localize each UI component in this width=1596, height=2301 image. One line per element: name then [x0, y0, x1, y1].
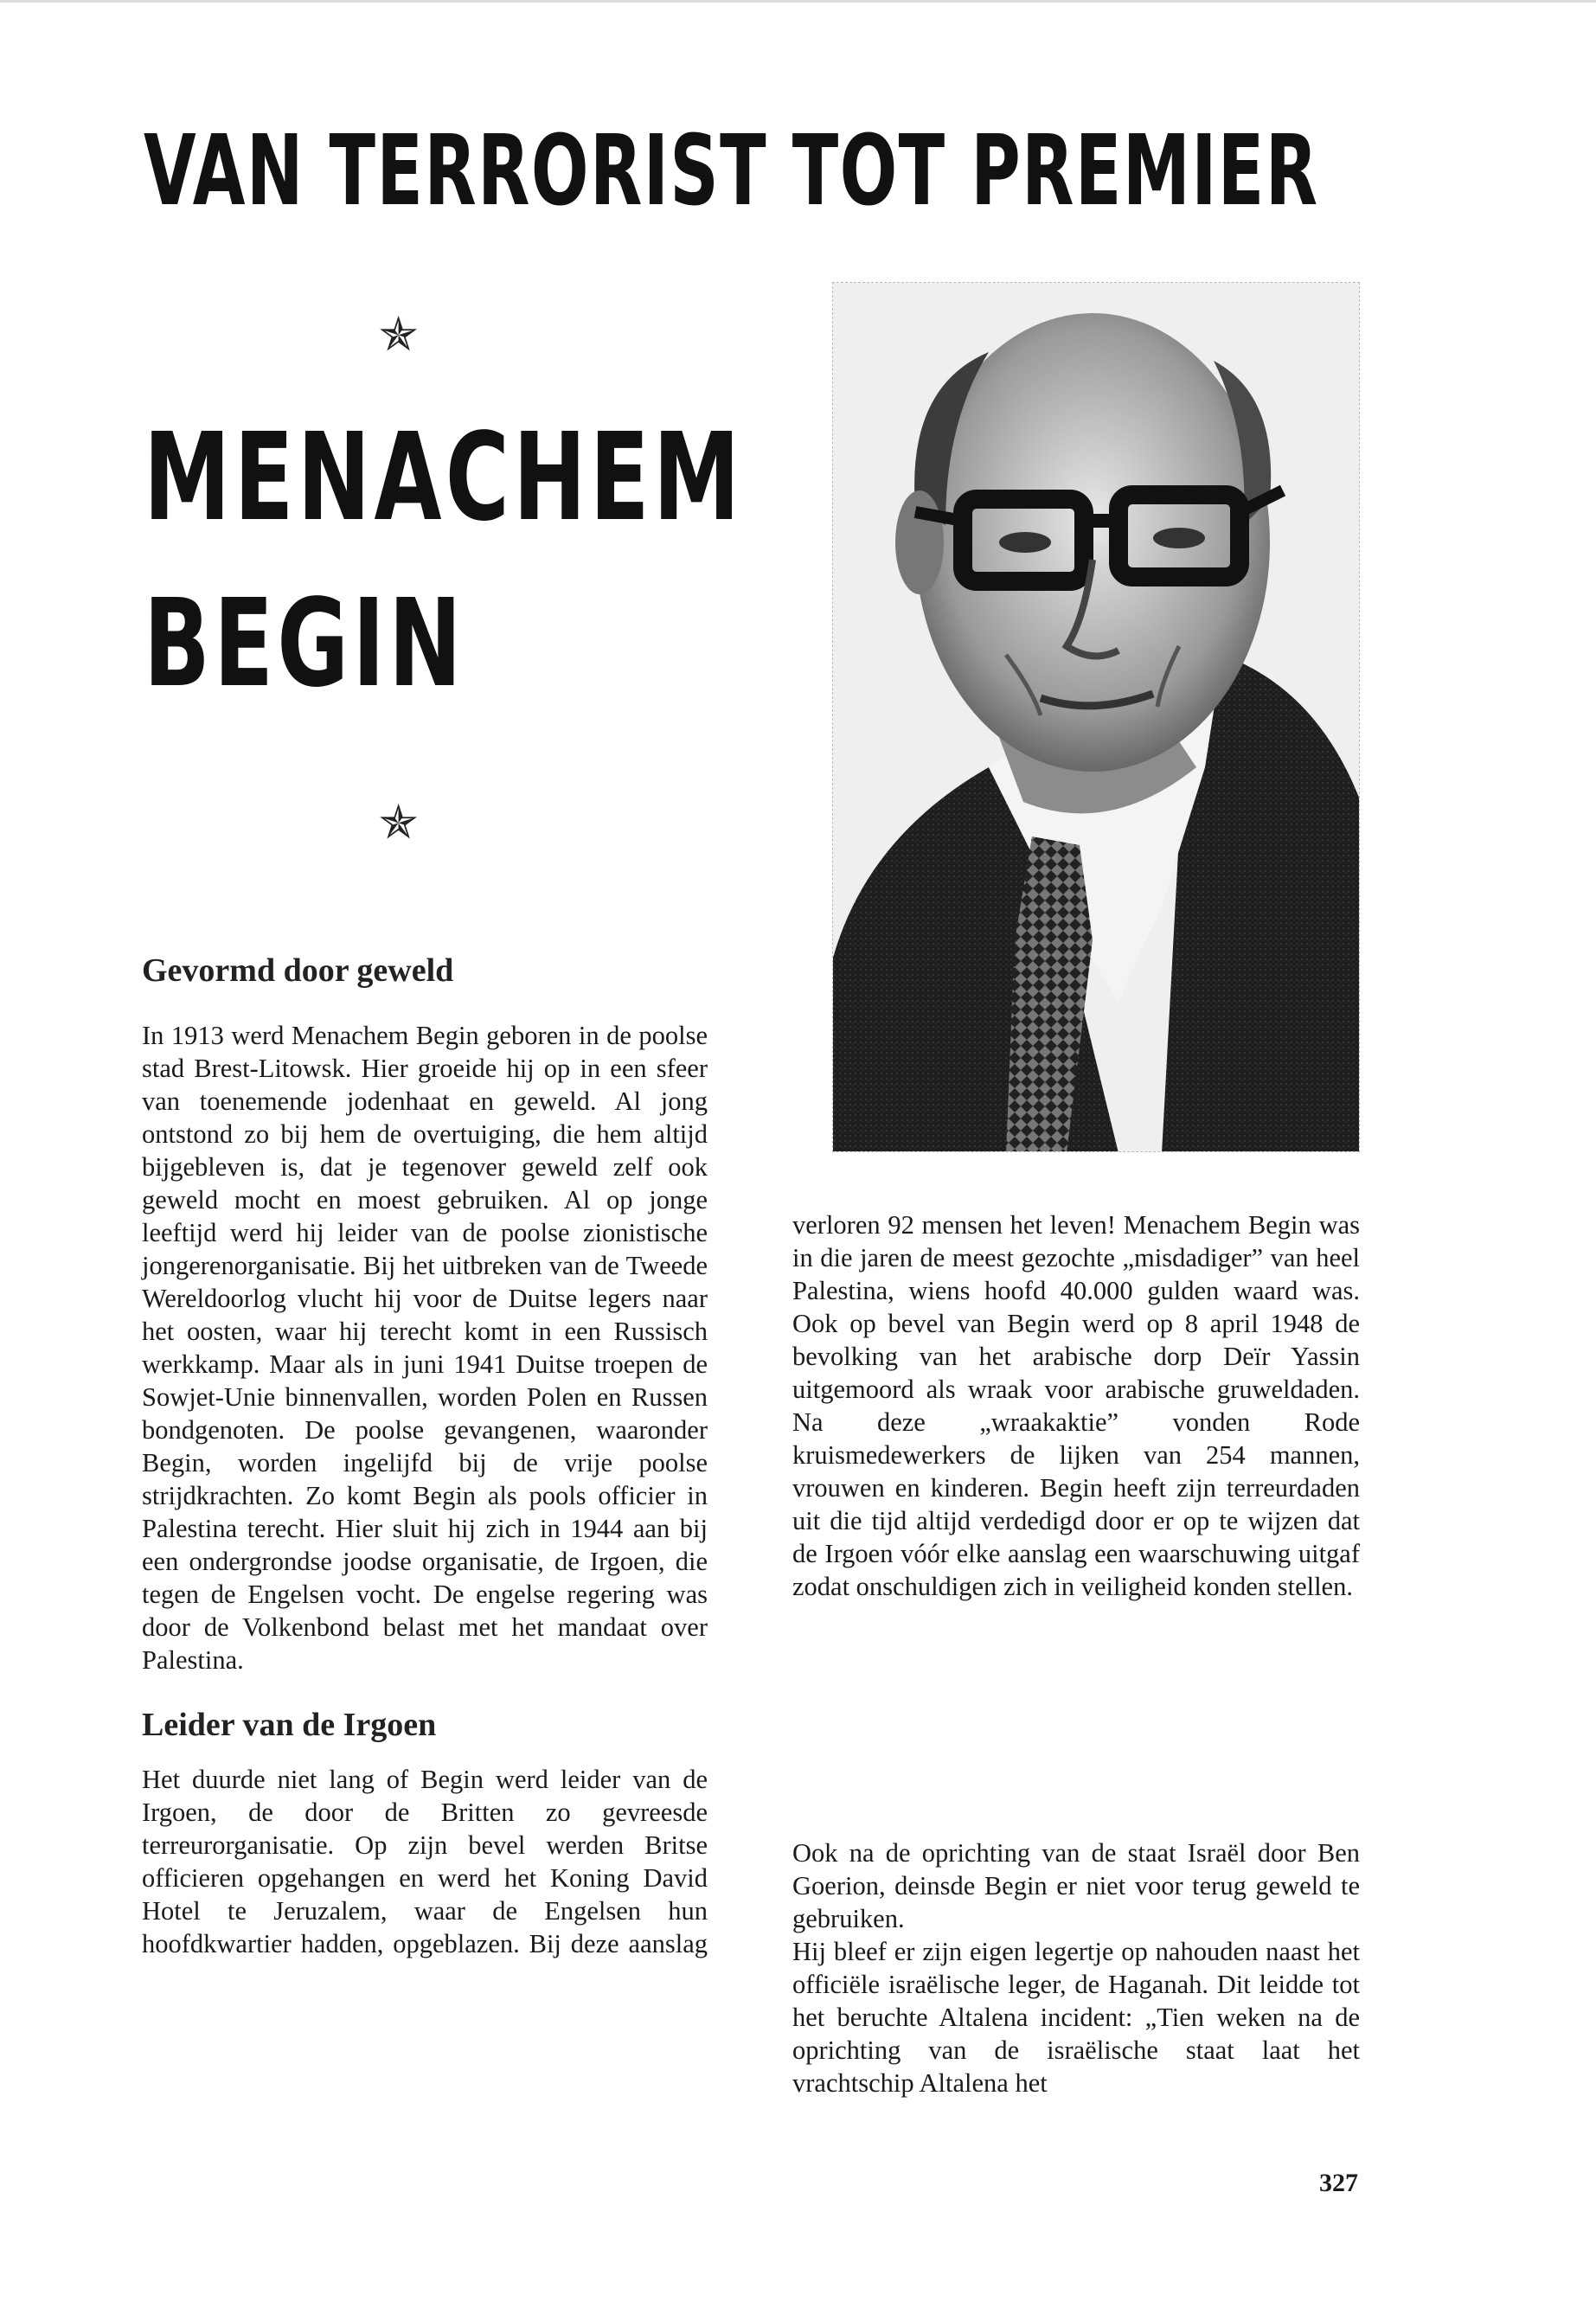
body-paragraph: In 1913 werd Menachem Begin geboren in de poolse stad Brest-Litowsk. Hier groeide hij op in een sfeer van toenemende jodenhaat en geweld. Al jong ontstond zo bij hem de overtuiging, die hem altijd bijgebleven is, dat je tegenover geweld zelf ook geweld mocht en moest gebruiken. Al op jonge leeftijd werd hij leider van de poolse zionistische jongerenorganisatie. Bij het uitbreken van de Tweede Wereldoorlog vlucht hij voor de Duitse legers naar het oosten, waar hij terecht komt in een Russisch werkkamp. Maar als in juni 1941 Duitse troepen de Sowjet-Unie binnenvallen, worden Polen en Russen bondgenoten. De poolse gevangenen, waaronder Begin, worden ingelijfd bij de vrije poolse strijdkrachten. Zo komt Begin als pools officier in Palestina terecht. Hier sluit hij zich in 1944 aan bij een ondergrondse joodse organisatie, de Irgoen, die tegen de Engelsen vocht. De engelse regering was door de Volkenbond belast met het mandaat over Palestina. [142, 1021, 708, 1675]
body-paragraph: Ook na de oprichting van de staat Israël door Ben Goerion, deinsde Begin er niet voor terug geweld te gebruiken. [792, 1838, 1360, 1933]
section-heading: Leider van de Irgoen [142, 1707, 437, 1743]
top-rule [0, 0, 1596, 3]
portrait-icon [833, 283, 1360, 1152]
left-column [142, 952, 708, 1960]
right-column [792, 1208, 1360, 1800]
star-icon: ✯ [379, 795, 419, 849]
body-paragraph-continued: verloren 92 mensen het leven! Menachem Begin was in die jaren de meest gezochte „misdadiger” van heel Palestina, wiens hoofd 40.000 gulden waard was. Ook op bevel van Begin werd op 8 april 1948 de bevolking van het arabische dorp Deïr Yassin uitgemoord als wraak voor arabische gruweldaden. Na deze „wraakaktie” vonden Rode kruismedewerkers de lijken van 254 mannen, vrouwen en kinderen. Begin heeft zijn terreurdaden uit die tijd altijd verdedigd door er op te wijzen dat de Irgoen vóór elke aanslag een waarschuwing uitgaf zodat onschuldigen zich in veiligheid konden stellen. [792, 1210, 1360, 1601]
section-heading: Gevormd door geweld [142, 952, 454, 989]
body-paragraph: Het duurde niet lang of Begin werd leider van de Irgoen, de door de Britten zo gevreesde terreurorganisatie. Op zijn bevel werden Britse officieren opgehangen en werd het Koning David Hotel te Jeruzalem, waar de Engelsen hun hoofdkwartier hadden, opgeblazen. Bij deze aanslag [142, 1765, 708, 1958]
portrait-photo [832, 282, 1360, 1152]
right-column-lower [792, 1836, 1360, 2099]
name-line-1: MENACHEM [144, 407, 744, 548]
name-line-2: BEGIN [144, 574, 465, 715]
headline: VAN TERRORIST TOT PREMIER [144, 115, 1319, 228]
star-icon: ✯ [379, 307, 419, 362]
body-paragraph: Hij bleef er zijn eigen legertje op nahouden naast het officiële israëlische leger, de Haganah. Dit leidde tot het beruchte Altalena incident: „Tien weken na de oprichting van de israëlische staat laat het vrachtschip Altalena het [792, 1937, 1360, 2098]
page-number: 327 [1319, 2169, 1358, 2197]
